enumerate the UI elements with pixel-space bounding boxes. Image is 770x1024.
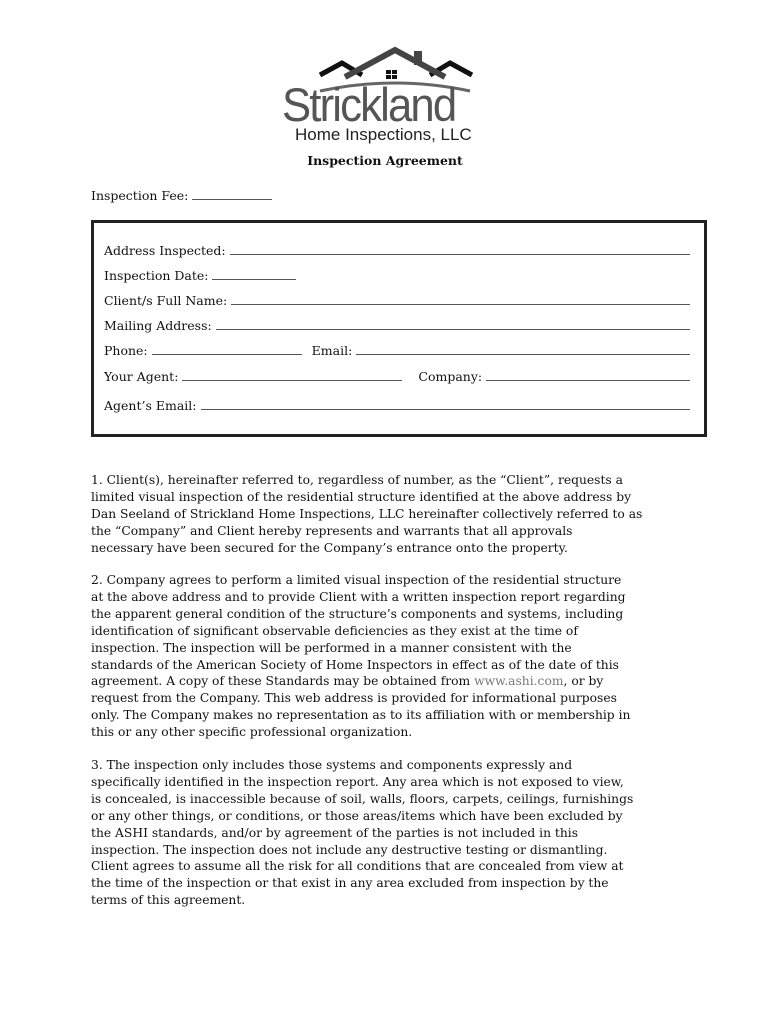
- phone-email-row: [104, 343, 690, 358]
- page-title: Inspection Agreement: [307, 153, 463, 168]
- inspection-fee-field[interactable]: [91, 187, 272, 203]
- client-name-field[interactable]: [104, 293, 690, 308]
- logo-name: Strickland: [282, 78, 456, 131]
- inspection-date-field[interactable]: [104, 268, 690, 283]
- paragraph-2-text-end: , or by request from the Company. This web address is provided for informational purposes only. The Company makes no representation as to its affiliation with or membership in this or any other specific professional organization.: [91, 674, 631, 740]
- date-label: Inspection Date:: [104, 268, 209, 283]
- date-blank[interactable]: [212, 268, 296, 280]
- mailing-label: Mailing Address:: [104, 318, 212, 333]
- inspection-fee-label: Inspection Fee:: [91, 188, 189, 203]
- paragraph-2: [91, 572, 751, 741]
- logo-subtitle: Home Inspections, LLC: [295, 125, 472, 144]
- agent-email-blank[interactable]: [201, 398, 691, 410]
- email-label: Email:: [311, 343, 353, 358]
- inspection-fee-blank[interactable]: [192, 187, 272, 200]
- email-blank[interactable]: [356, 343, 690, 355]
- agent-email-label: Agent’s Email:: [104, 398, 197, 413]
- phone-blank[interactable]: [152, 343, 302, 355]
- phone-label: Phone:: [104, 343, 148, 358]
- paragraph-2-text: 2. Company agrees to perform a limited visual inspection of the residential structure at the above address and to provide Client with a written inspection report regarding the apparent general condition of the structure’s components and systems, including identification of significant observable deficiencies as they exist at the time of inspection. The inspection will be performed in a manner consistent with the standards of the American Society of Home Inspectors in effect as of the date of this agreement. A copy of these Standards may be obtained from: [91, 573, 626, 689]
- mailing-address-field[interactable]: [104, 318, 690, 333]
- agent-company-row: [104, 369, 690, 384]
- paragraph-3: 3. The inspection only includes those systems and components expressly and specifically identified in the inspection report. Any area which is not exposed to view, is concealed, is inaccessible because of soil, walls, floors, carpets, ceilings, furnishings or any other things, or conditions, or those areas/items which have been excluded by the ASHI standards, and/or by agreement of the parties is not included in this inspection. The inspection does not include any destructive testing or dismantling. Client agrees to assume all the risk for all conditions that are concealed from view at the time of the inspection or that exist in any area excluded from inspection by the terms of this agreement.: [91, 758, 634, 908]
- company-label: Company:: [418, 369, 483, 384]
- company-blank[interactable]: [486, 369, 690, 381]
- client-name-blank[interactable]: [231, 293, 690, 305]
- agent-email-field[interactable]: [104, 398, 690, 413]
- paragraph-1: 1. Client(s), hereinafter referred to, regardless of number, as the “Client”, requests a limited visual inspection of the residential structure identified at the above address by Dan Seeland of Strickland Home Inspections, LLC hereinafter collectively referred to as the “Company” and Client hereby represents and warrants that all approvals necessary have been secured for the Company’s entrance onto the property.: [91, 473, 643, 555]
- company-logo: [280, 45, 490, 145]
- mailing-blank[interactable]: [216, 318, 690, 330]
- agent-blank[interactable]: [182, 369, 402, 381]
- agent-label: Your Agent:: [104, 369, 179, 384]
- address-blank[interactable]: [230, 243, 690, 255]
- address-inspected-field[interactable]: [104, 243, 690, 258]
- client-name-label: Client/s Full Name:: [104, 293, 228, 308]
- address-label: Address Inspected:: [104, 243, 226, 258]
- client-info-box: [91, 220, 707, 437]
- ashi-link[interactable]: www.ashi.com: [474, 674, 564, 689]
